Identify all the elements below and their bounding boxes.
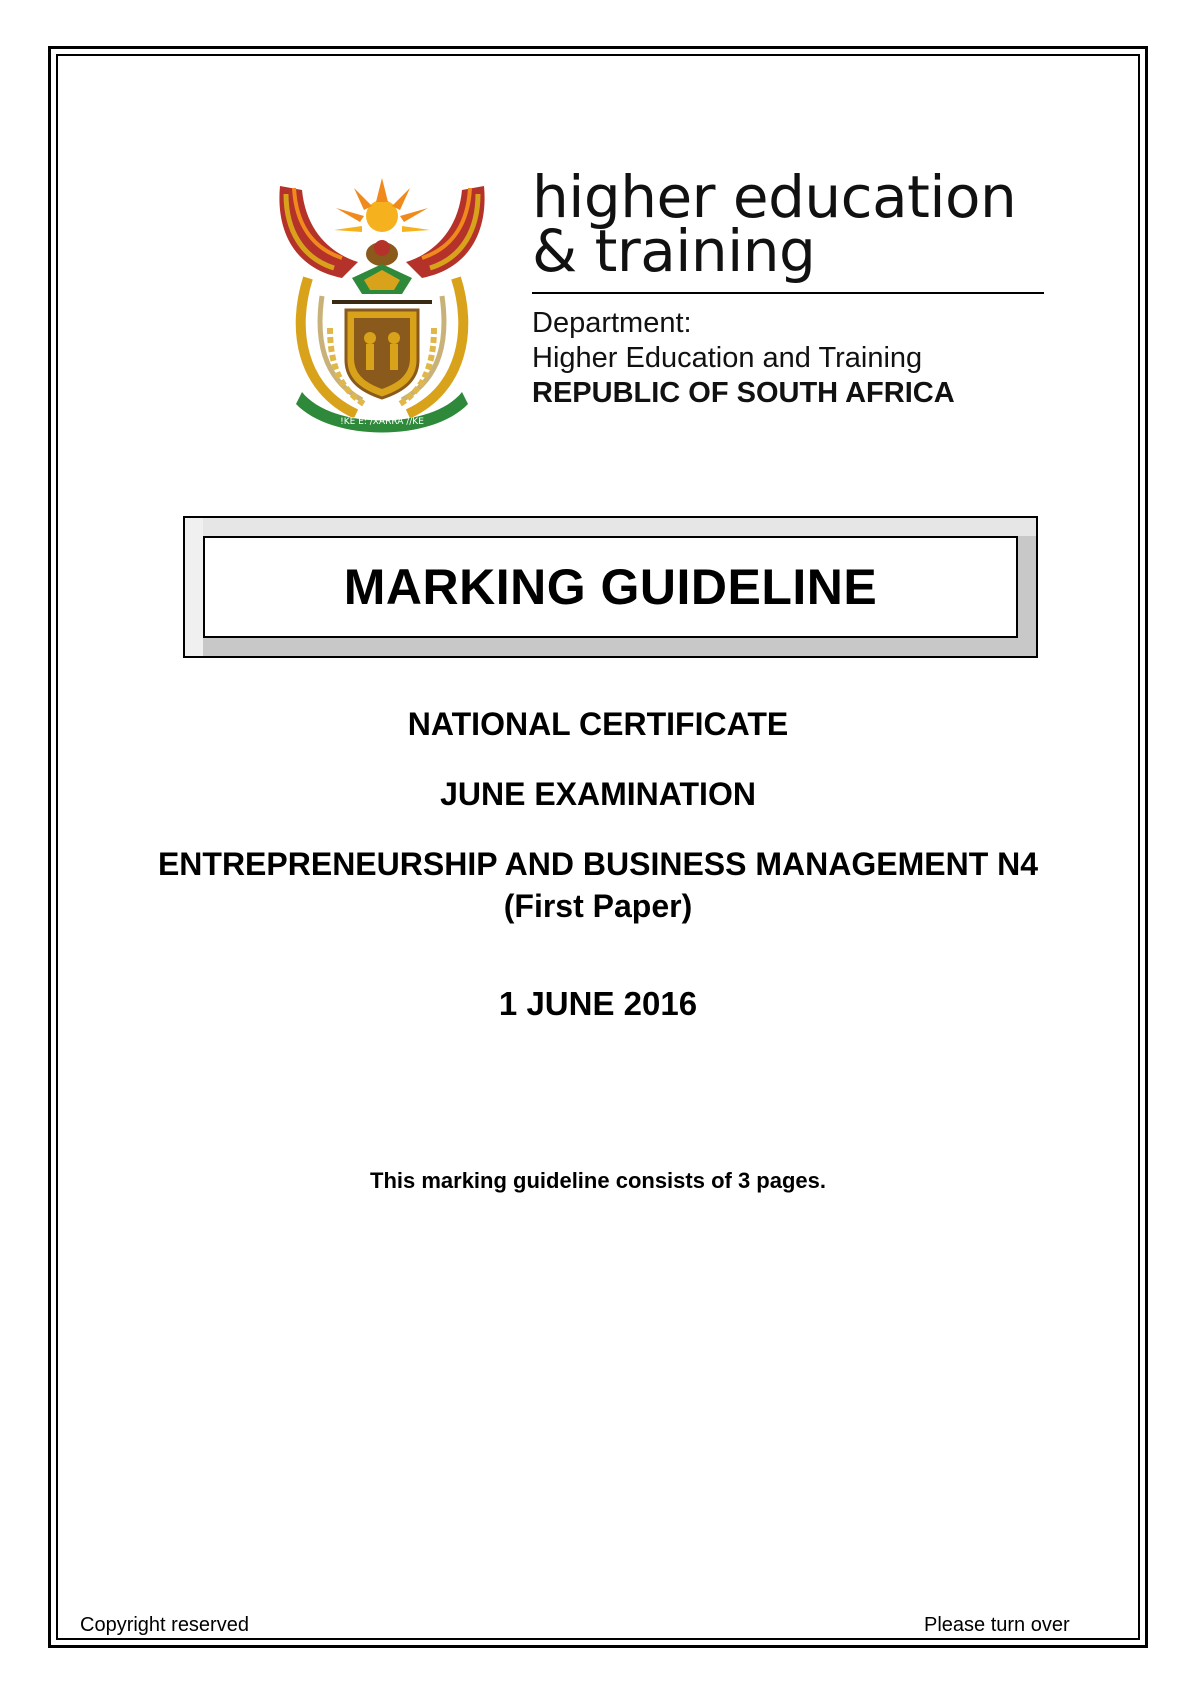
department-label: Department: (532, 307, 692, 339)
coat-of-arms-logo (272, 178, 492, 434)
title-banner (183, 516, 1038, 658)
rising-sun-icon (334, 178, 430, 232)
brand-divider (532, 292, 1044, 294)
page-count-note: This marking guideline consists of 3 pages. (370, 1168, 826, 1193)
exam-date: 1 JUNE 2016 (498, 985, 698, 1022)
examination-heading: JUNE EXAMINATION (440, 776, 756, 812)
banner-bevel-left (185, 518, 203, 656)
certificate-heading: NATIONAL CERTIFICATE (407, 706, 789, 742)
department-brand-block (532, 163, 1052, 411)
paper-heading: (First Paper) (503, 888, 693, 924)
shield-icon (346, 310, 418, 398)
brand-line-1: higher education (532, 163, 1017, 231)
footer-copyright: Copyright reserved (80, 1614, 249, 1636)
department-name: Higher Education and Training (532, 342, 923, 374)
bird-head-icon (366, 240, 398, 266)
banner-face (203, 536, 1018, 638)
country-name: REPUBLIC OF SOUTH AFRICA (532, 377, 955, 409)
brand-line-2: & training (532, 217, 816, 285)
crest-motto-text: !KE E: /XARRA //KE (340, 417, 424, 427)
footer-turn-over: Please turn over (924, 1614, 1070, 1636)
subject-heading: ENTREPRENEURSHIP AND BUSINESS MANAGEMENT N4 (157, 846, 1039, 882)
banner-bevel-top (185, 518, 1036, 536)
document-title: MARKING GUIDELINE (343, 559, 878, 615)
